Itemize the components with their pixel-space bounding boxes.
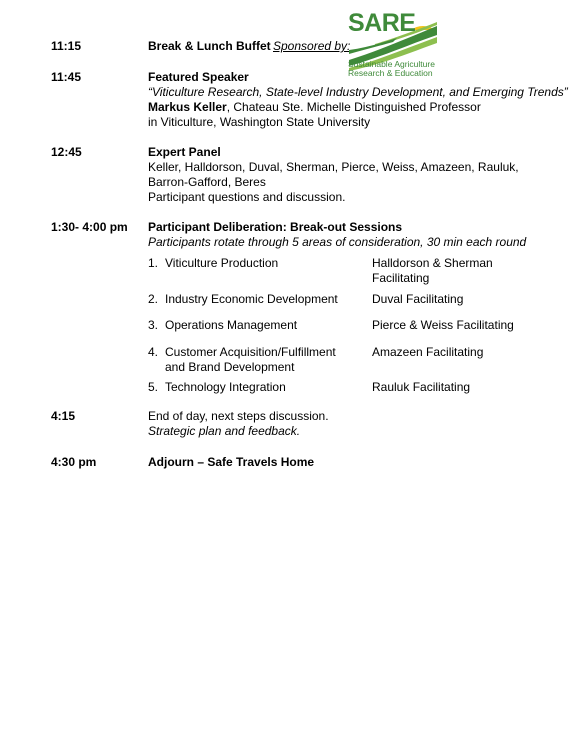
time-label: 12:45	[51, 145, 82, 159]
session-facilitator	[372, 256, 562, 286]
facilitator-line-2: Facilitating	[372, 271, 430, 285]
agenda-title: Featured Speaker	[148, 70, 249, 84]
session-number: 4.	[148, 345, 159, 359]
session-facilitator: Rauluk Facilitating	[372, 380, 471, 394]
session-number: 2.	[148, 292, 159, 306]
sare-tagline-2: Research & Education	[348, 68, 433, 78]
session-number: 3.	[148, 318, 159, 332]
time-label: 11:45	[51, 70, 82, 84]
facilitator-line-1: Halldorson & Sherman	[372, 256, 493, 270]
agenda-title: Participant Deliberation: Break-out Sessions	[148, 220, 403, 234]
agenda-title: Adjourn – Safe Travels Home	[148, 455, 315, 469]
time-label: 4:30 pm	[51, 455, 97, 469]
agenda-content	[148, 70, 568, 130]
session-name	[165, 345, 365, 375]
session-number: 1.	[148, 256, 159, 270]
agenda-title: Expert Panel	[148, 145, 221, 159]
agenda-subtitle: Strategic plan and feedback.	[148, 424, 301, 438]
session-name: Operations Management	[165, 318, 298, 332]
speaker-line	[148, 100, 563, 115]
speaker-affiliation: , Chateau Ste. Michelle Distinguished Professor	[226, 100, 481, 114]
session-name: Technology Integration	[165, 380, 286, 394]
agenda-title: Break & Lunch Buffet	[148, 39, 271, 53]
panel-members: Keller, Halldorson, Duval, Sherman, Pierce, Weiss, Amazeen, Rauluk,	[148, 160, 519, 174]
time-label: 4:15	[51, 409, 76, 423]
agenda-text: End of day, next steps discussion.	[148, 409, 329, 423]
time-label: 11:15	[51, 39, 82, 53]
session-name: Viticulture Production	[165, 256, 279, 270]
speaker-affiliation-2: in Viticulture, Washington State University	[148, 115, 371, 129]
agenda-subtitle: Participants rotate through 5 areas of consideration, 30 min each round	[148, 235, 527, 249]
panel-members-2: Barron-Gafford, Beres	[148, 175, 266, 189]
session-name-line-1: Customer Acquisition/Fulfillment	[165, 345, 336, 359]
session-name: Industry Economic Development	[165, 292, 338, 306]
sare-wordmark: SARE	[348, 9, 416, 37]
sare-tagline-1: Sustainable Agriculture	[348, 59, 435, 69]
agenda-content	[148, 220, 563, 250]
speaker-name: Markus Keller	[148, 100, 227, 114]
agenda-content	[148, 409, 563, 439]
talk-title: “Viticulture Research, State-level Industry Development, and Emerging Trends”	[148, 85, 568, 99]
agenda-content	[148, 145, 563, 205]
session-facilitator: Amazeen Facilitating	[372, 345, 484, 359]
time-label: 1:30- 4:00 pm	[51, 220, 128, 234]
session-facilitator: Duval Facilitating	[372, 292, 464, 306]
panel-note: Participant questions and discussion.	[148, 190, 346, 204]
session-number: 5.	[148, 380, 159, 394]
session-name-line-2: and Brand Development	[165, 360, 295, 374]
sponsor-label: Sponsored by:	[273, 39, 351, 53]
session-facilitator: Pierce & Weiss Facilitating	[372, 318, 514, 332]
